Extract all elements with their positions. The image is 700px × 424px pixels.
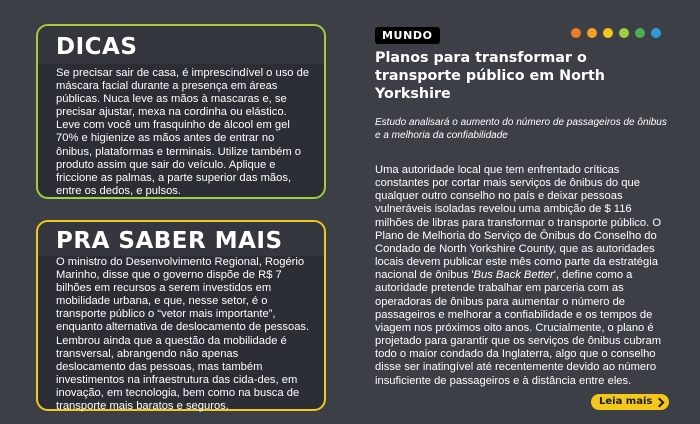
dot-green (635, 28, 645, 38)
learn-more-card (36, 220, 326, 411)
dot-amber (587, 28, 597, 38)
tips-text: Se precisar sair de casa, é imprescindível o uso de máscara facial durante a presença em áreas públicas. Nuca leve as mãos à mascaras e, se precisar ajustar, mexa na cordinha ou elástico. Leve com você um frasquinho de álcool em gel 70% e higienize as mãos antes de entrar no ônibus, plataformas e terminais. Utilize também o produto assim que sair do veículo. Aplique e friccione as palmas, a parte superior das mãos, entre os dedos, e pulsos. (56, 67, 310, 197)
article-body-part-1: Uma autoridade local que tem enfrentado críticas constantes por cortar mais serviços de ônibus do que qualquer outro conselho no país e deixar pessoas vulneráveis isoladas revelou uma ambição de $ 116 milhões de libras para transformar o transporte público. O Plano de Melhoria do Serviço de Ônibus do Conselho do Condado de North Yorkshire County, que as autoridades locais devem publicar este mês como parte da estratégia nacional de ônibus ' (375, 164, 662, 282)
color-dots (571, 28, 661, 38)
dot-yellow (603, 28, 613, 38)
dot-blue (651, 28, 661, 38)
tips-title: DICAS (56, 34, 138, 60)
dot-orange (571, 28, 581, 38)
dot-lime (619, 28, 629, 38)
article-headline: Planos para transformar o transporte público em North Yorkshire (375, 50, 605, 102)
read-more-button[interactable] (591, 394, 669, 410)
learn-more-title: PRA SABER MAIS (56, 228, 283, 254)
learn-more-text: O ministro do Desenvolvimento Regional, Rogério Marinho, disse que o governo dispõe de R$ 7 bilhões em recursos a serem investidos em mobilidade urbana, e que, nesse setor, é o transporte público o “vetor mais importante”, enquanto alternativa de deslocamento de pessoas. Lembrou ainda que a questão da mobilidade é transversal, abrangendo não apenas deslocamento das pessoas, mas também investimentos na infraestrutura das cida-des, em inovação, em tecnologia, bem como na busca de transporte mais baratos e seguros. (56, 256, 310, 413)
section-tag: MUNDO (375, 27, 440, 44)
article-subtitle: Estudo analisará o aumento do número de passageiros de ônibus e a melhoria da confiabilidade (375, 117, 667, 141)
article-body-part-2: ', define como a autoridade pretende trabalhar em parceria com as operadoras de ônibus para aumentar o número de passageiros e melhorar a confiabilidade e os tempos de viagem nos próximos oito anos. Crucialmente, o plano é projetado para garantir que os serviços de ônibus cubram todo o maior condado da Inglaterra, algo que o conselho disse ser inatingível até recentemente devido ao número insuficiente de passageiros e à distância entre eles. (375, 269, 662, 387)
tips-card-header (38, 26, 324, 64)
learn-more-card-header (38, 222, 324, 256)
tips-card (36, 24, 326, 199)
article-body-emphasis: Bus Back Better (473, 269, 554, 282)
article-body (375, 164, 667, 388)
chevron-right-icon (655, 397, 665, 407)
read-more-label: Leia mais (599, 396, 653, 407)
